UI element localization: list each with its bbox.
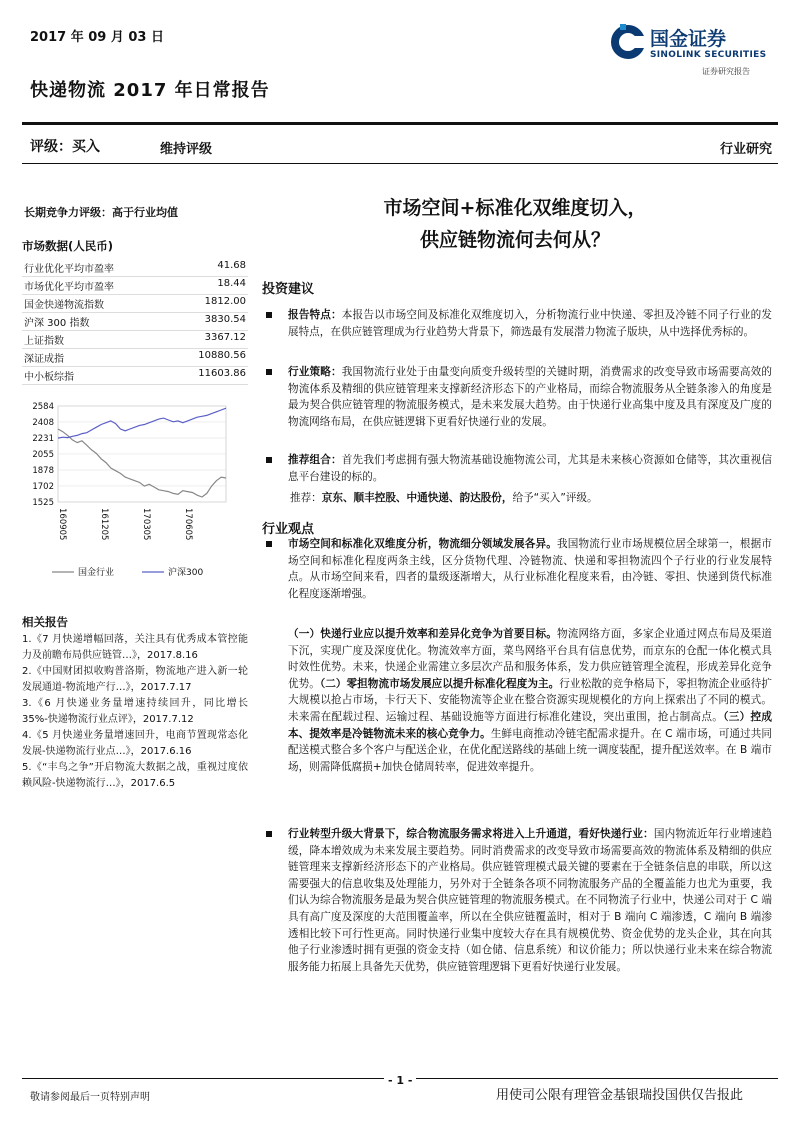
paragraph-industry-strategy (262, 364, 772, 430)
page-number: - 1 - (384, 1074, 416, 1087)
rating: 评级：买入 (30, 139, 100, 155)
logo-text-cn: 国金证券 (650, 28, 727, 50)
market-row-name: 行业优化平均市盈率 (24, 264, 114, 275)
market-data (22, 238, 248, 388)
chart-y-tick-label: 1525 (32, 498, 54, 508)
logo-mark-icon (610, 22, 646, 62)
report-category: 行业研究 (719, 142, 772, 157)
related-report-item: 3.《6 月快递业务量增速持续回升，同比增长 35%-快递物流行业点评》，2017.7.12 (22, 698, 248, 725)
rec-suffix: 给予“买入”评级。 (512, 492, 598, 504)
para-body: 首先我们考虑拥有强大物流基础设施物流公司，尤其是未来核心资源如仓储等，其次重视信息平台建设的标的。 (288, 454, 772, 483)
footer-disclaimer: 敬请参阅最后一页特别声明 (30, 1092, 150, 1103)
para-body: 国内物流近年行业增速趋缓，降本增效成为未来发展主要趋势。同时消费需求的改变导致市场需要高效的物流体系及精细的供应链管理来支撑新经济形态下的产业格局。供应链管理模式最关键的要素在于全链条信息的串联，所以这需要强大的信息收集及处理能力，另外对于全链条各项不同物流服务产品的全覆盖能力也尤为重要，我们认为综合物流服务是最为契合供应链管理的物流服务模式。在不同物流子行业中，快递公司对于 C 端具有高广度及深度的大范围覆盖率，所以在全供应链覆盖时，相对于 B 端向 C 端渗透，C 端向 B 端渗透相比较下可行性更高。同时快递行业集中度较大存在具有规模优势、资金优势的龙头企业，其在向其他子行业渗透时拥有更强的资金支持（如仓储、信息系统）和议价能力；所以快递行业未来在综合物流服务能力拓展上具备先天优势，供应链管理逻辑下更看好快递行业发展。 (288, 828, 772, 973)
paragraph-recommendation (262, 490, 772, 507)
para-lead-ltl: （二）零担物流市场发展应以提升标准化程度为主。 (319, 677, 560, 690)
chart-x-tick-label: 160905 (57, 508, 67, 541)
chart-x-tick-label: 170305 (141, 508, 151, 541)
rec-stocks: 京东、顺丰控股、中通快递、韵达股份， (321, 492, 513, 504)
market-row (22, 258, 248, 277)
chart-legend-label: 沪深300 (168, 568, 204, 578)
market-table (22, 258, 248, 388)
price-line-chart (22, 398, 248, 588)
market-row-value: 3367.12 (204, 332, 246, 343)
related-report-item: 2.《中国财团拟收购普洛斯，物流地产进入新一轮发展通道-物流地产行…》，2017.7.17 (22, 666, 248, 693)
related-reports-title: 相关报告 (22, 615, 68, 629)
market-data-title: 市场数据(人民币) (22, 239, 114, 253)
paragraph-recommended-portfolio (262, 452, 772, 485)
market-row-value: 11603.86 (198, 368, 246, 379)
section-invest: 投资建议 (262, 282, 315, 297)
market-row-value: 1812.00 (204, 296, 246, 307)
market-row (22, 330, 248, 349)
report-title: 快递物流 2017 年日常报告 (30, 80, 270, 101)
para-lead: 市场空间和标准化双维度分析，物流细分领域发展各异。 (288, 538, 557, 550)
price-chart (22, 398, 248, 588)
market-row-name: 深证成指 (24, 354, 64, 365)
para-lead-express: （一）快递行业应以提升效率和差异化竞争为首要目标。 (288, 628, 557, 640)
chart-y-tick-label: 2055 (32, 449, 54, 460)
chart-y-tick-label: 2231 (32, 434, 54, 444)
related-reports (22, 614, 248, 792)
long-term-rating: 长期竞争力评级：高于行业均值 (24, 206, 178, 219)
related-report-item: 1.《7 月快递增幅回落，关注具有优秀成本管控能力及前瞻布局供应链管…》，2017.8.16 (22, 634, 248, 661)
chart-series-line-hs300 (58, 408, 226, 438)
footer-usage-notice: 用使司公限有理管金基银瑞投国供仅告报此 (496, 1088, 744, 1103)
related-report-item: 4.《5 月快递业务量增速回升，电商节置现常态化发展-快递物流行业点…》，2017.6.16 (22, 730, 248, 757)
bullet-icon (266, 369, 272, 375)
headline-line-1: 市场空间+标准化双维度切入， (383, 197, 647, 219)
para-body: 本报告以市场空间及标准化双维度切入，分析物流行业中快递、零担及冷链不同子行业的发展特点，在供应链管理成为行业趋势大背景下，筛选最有发展潜力物流子版块，从中选择优秀标的。 (288, 309, 772, 338)
para-lead: 推荐组合： (288, 454, 342, 466)
para-body: 我国物流行业处于由量变向质变升级转型的关键时期，消费需求的改变导致市场需要高效的物流体系及精细的供应链管理来支撑新经济形态下的产业格局，而综合物流服务从全链条渗入的角度是最为契合供应链管理的物流服务模式，是未来发展大趋势。由于快递行业高集中度及具有深度及广度的物流网络布局，在供应链逻辑下更看好快递行业的发展。 (288, 366, 772, 428)
market-row-value: 3830.54 (204, 314, 246, 325)
related-list (22, 632, 248, 792)
chart-series-line-industry (58, 429, 226, 497)
market-row-name: 市场优化平均市盈率 (24, 282, 114, 293)
rec-prefix: 推荐： (290, 492, 322, 504)
para-lead: 行业策略： (288, 366, 342, 378)
paragraph-subsectors (262, 626, 772, 775)
chart-y-tick-label: 2584 (32, 402, 54, 412)
logo-subtitle: 证券研究报告 (702, 67, 750, 76)
related-report-item: 5.《“丰鸟之争”开启物流大数据之战，重视过度依赖风险-快递物流行…》，2017.6.5 (22, 762, 248, 789)
market-row (22, 276, 248, 295)
market-row-value: 41.68 (217, 260, 246, 271)
para-body-cold-chain: 生鲜电商推动冷链宅配需求提升。在 C 端市场，可通过共同配送模式整合多个客户与配送企业，在优化配送路线的基础上统一调度装配，提升配送效率。在 B 端市场，则需降低腐损+加快仓储周转率，促进效率提升。 (288, 727, 772, 773)
chart-y-tick-label: 1702 (32, 481, 54, 492)
para-body: 我国物流行业市场规模位居全球第一，根据市场空间和标准化程度两条主线，区分货物代理、冷链物流、快递和零担物流四个子行业的行业发展特点。从市场空间来看，四者的量级逐渐增大，从行业标准化程度来看，由冷链、零担、快递到货代标准化程度逐渐增强。 (288, 538, 773, 600)
header-divider (22, 122, 778, 125)
market-row (22, 312, 248, 331)
paragraph-transformation (262, 826, 772, 975)
para-body-ltl: 行业松散的竞争格局下，零担物流企业亟待扩大规模以抢占市场，卡行天下、安能物流等企业在整合资源实现规模化的方向上探索出了不同的模式。未来需在配载过程、运输过程、基础设施等方面进行标准化建设，突出重围，抢占制高点。 (288, 677, 773, 723)
section-industry-view: 行业观点 (262, 522, 315, 537)
chart-y-tick-label: 1878 (32, 466, 54, 476)
market-row-name: 国金快递物流指数 (24, 300, 104, 311)
market-row-name: 上证指数 (24, 336, 64, 347)
chart-legend-label: 国金行业 (78, 568, 115, 578)
market-row-value: 18.44 (217, 278, 246, 289)
paragraph-report-features (262, 307, 772, 340)
bullet-icon (266, 541, 272, 547)
para-lead: 报告特点： (288, 309, 342, 321)
chart-y-tick-label: 2408 (32, 417, 54, 428)
para-body-express: 物流网络方面，多家企业通过网点布局及渠道下沉，实现广度及深度优化。物流效率方面，菜鸟网络平台具有信息优势，而京东的仓配一体化模式具时效性优势。未来，快递企业需建立多层次产品和服务体系，发力供应链管理全流程，形成差异化竞争优势。 (288, 628, 773, 690)
bullet-icon (266, 312, 272, 318)
para-lead: 行业转型升级大背景下，综合物流服务需求将进入上升通道，看好快递行业： (288, 828, 654, 840)
bullet-icon (266, 831, 272, 837)
para-lead-cold-chain: （三）控成本、提效率是冷链物流未来的核心竞争力。 (288, 710, 772, 740)
chart-x-tick-label: 170605 (183, 508, 193, 541)
market-row (22, 348, 248, 367)
market-row-name: 沪深 300 指数 (24, 318, 90, 329)
market-row-value: 10880.56 (198, 350, 246, 361)
rating-divider (22, 163, 778, 164)
logo-text-en: SINOLINK SECURITIES (650, 50, 767, 60)
report-date: 2017 年 09 月 03 日 (30, 30, 164, 45)
company-logo (608, 20, 768, 78)
paragraph-market-space (262, 536, 772, 602)
market-row (22, 366, 248, 385)
market-row (22, 294, 248, 313)
headline-line-2: 供应链物流何去何从？ (419, 229, 610, 251)
bullet-icon (266, 457, 272, 463)
maintain-rating: 维持评级 (160, 142, 213, 157)
market-row-name: 中小板综指 (24, 372, 74, 383)
chart-x-tick-label: 161205 (99, 508, 109, 541)
